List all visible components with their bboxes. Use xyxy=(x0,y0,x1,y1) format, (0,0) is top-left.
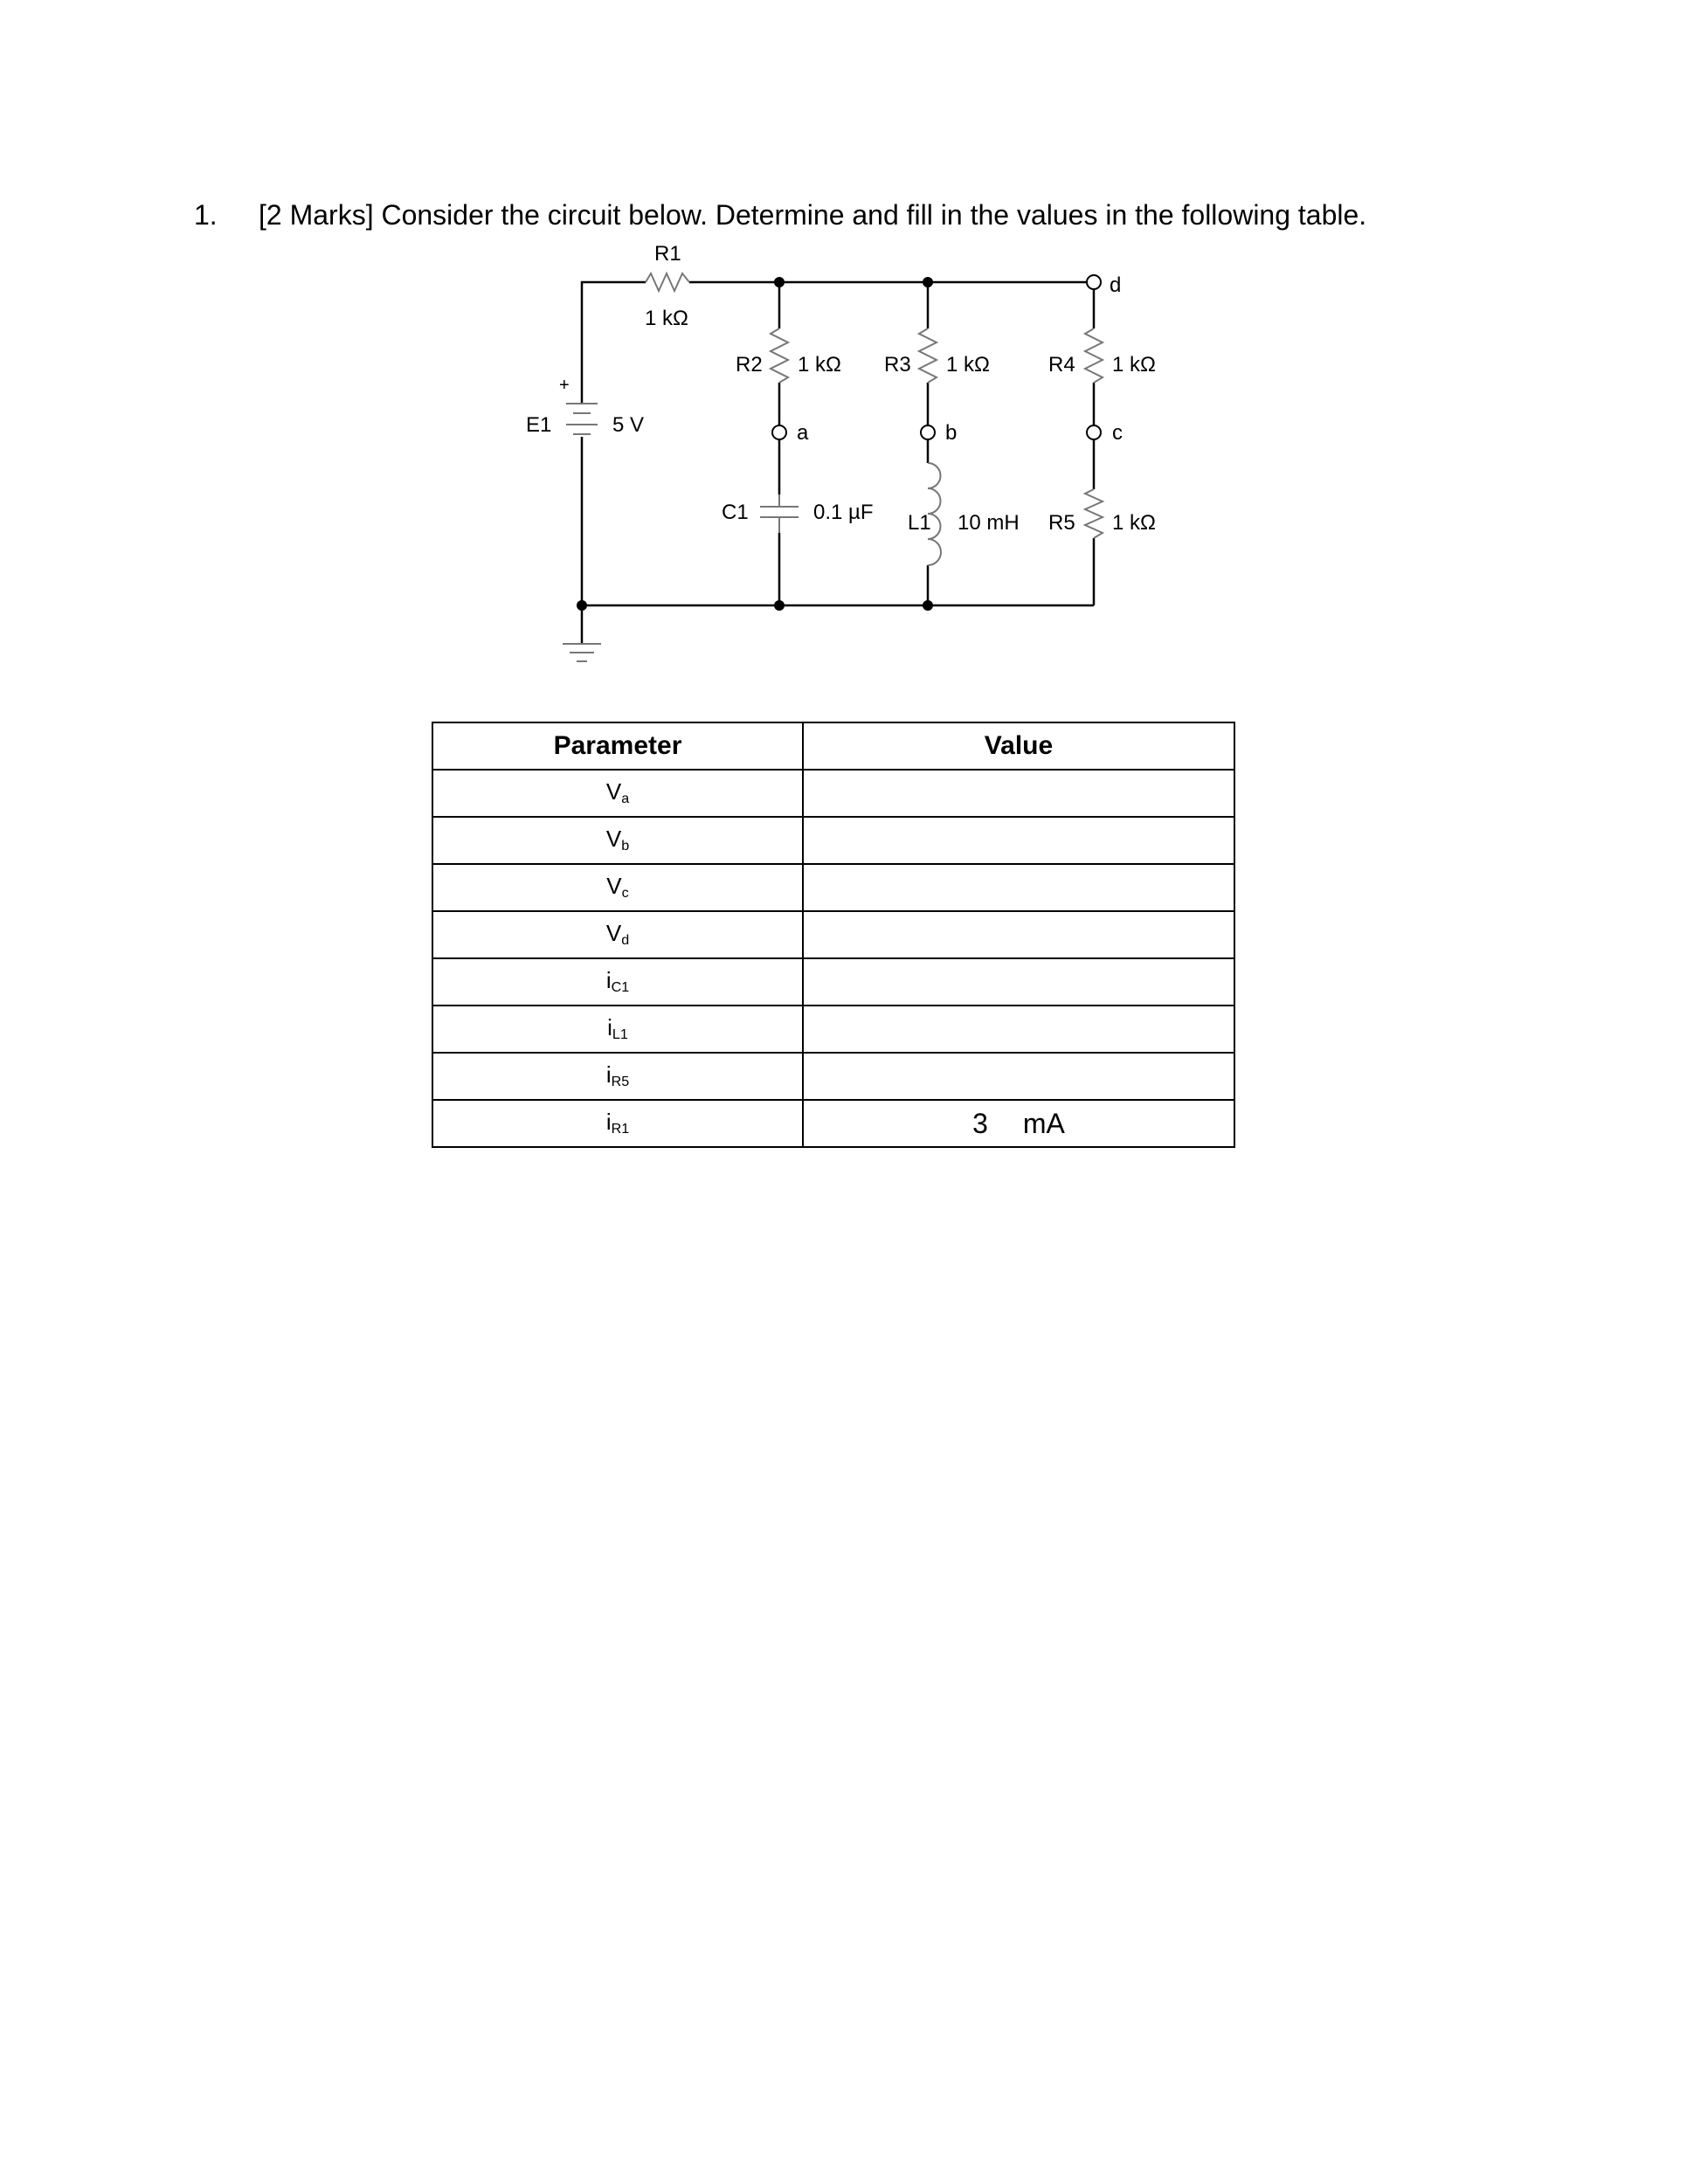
label-r3-name: R3 xyxy=(884,353,911,377)
resistor-r4 xyxy=(1085,328,1103,383)
resistor-r5 xyxy=(1085,489,1103,538)
question-text: [2 Marks] Consider the circuit below. Determine and fill in the values in the following table. xyxy=(259,199,1367,231)
table-header-row xyxy=(432,722,1234,770)
label-r4-name: R4 xyxy=(1048,353,1075,377)
parameter-table xyxy=(432,722,1235,1148)
label-c1-name: C1 xyxy=(722,501,749,524)
label-l1-value: 10 mH xyxy=(958,511,1020,535)
node-terminal-d xyxy=(1087,275,1101,289)
resistor-r2 xyxy=(771,328,788,383)
table-row xyxy=(432,958,1234,1006)
label-r5-value: 1 kΩ xyxy=(1112,511,1156,535)
parameter-cell: $i_{L1}$ xyxy=(432,1006,803,1053)
parameter-cell: $i_{R1}$ xyxy=(432,1100,803,1147)
parameter-cell: $V_c$ xyxy=(432,864,803,911)
label-e1-polarity: + xyxy=(559,376,570,395)
parameter-cell: $i_{C1}$ xyxy=(432,958,803,1006)
label-node-c: c xyxy=(1112,421,1123,445)
question-number: 1. xyxy=(194,199,218,231)
table-row xyxy=(432,1053,1234,1100)
value-cell[interactable] xyxy=(803,911,1234,958)
table-row xyxy=(432,1100,1234,1147)
header-parameter: Parameter xyxy=(432,722,803,770)
value-cell[interactable] xyxy=(803,958,1234,1006)
wire-top-left xyxy=(582,282,646,386)
value-cell[interactable] xyxy=(803,1006,1234,1053)
label-c1-value: 0.1 µF xyxy=(813,501,874,524)
node-terminal-b xyxy=(921,425,935,439)
table-row xyxy=(432,1006,1234,1053)
label-r1-name: R1 xyxy=(654,242,681,266)
table-row xyxy=(432,864,1234,911)
value-cell[interactable] xyxy=(803,864,1234,911)
value-cell[interactable] xyxy=(803,770,1234,817)
label-node-b: b xyxy=(945,421,958,445)
junction-dot xyxy=(923,600,933,611)
label-r1-value: 1 kΩ xyxy=(645,307,688,330)
label-r4-value: 1 kΩ xyxy=(1112,353,1156,377)
value-cell[interactable]: 3 mA xyxy=(803,1100,1234,1147)
battery-e1 xyxy=(566,404,598,434)
label-node-d: d xyxy=(1110,273,1122,297)
parameter-cell: $V_a$ xyxy=(432,770,803,817)
ground-icon xyxy=(563,644,601,661)
label-e1-name: E1 xyxy=(526,413,552,437)
header-value: Value xyxy=(803,722,1234,770)
node-terminal-c xyxy=(1087,425,1101,439)
junction-dot xyxy=(923,277,933,287)
resistor-r1 xyxy=(646,273,689,291)
table-row xyxy=(432,911,1234,958)
value-cell[interactable] xyxy=(803,817,1234,864)
label-l1-name: L1 xyxy=(908,511,931,535)
value-cell[interactable] xyxy=(803,1053,1234,1100)
label-r2-name: R2 xyxy=(736,353,763,377)
table-row xyxy=(432,817,1234,864)
resistor-r3 xyxy=(919,328,937,383)
junction-dot xyxy=(774,277,785,287)
table-row xyxy=(432,770,1234,817)
label-e1-value: 5 V xyxy=(612,413,645,437)
junction-dot xyxy=(774,600,785,611)
label-node-a: a xyxy=(797,421,809,445)
label-r3-value: 1 kΩ xyxy=(946,353,990,377)
capacitor-c1 xyxy=(760,494,799,533)
label-r5-name: R5 xyxy=(1048,511,1075,535)
label-r2-value: 1 kΩ xyxy=(798,353,841,377)
junction-dot xyxy=(577,600,587,611)
node-terminal-a xyxy=(772,425,786,439)
circuit-diagram xyxy=(0,0,1687,699)
parameter-cell: $V_b$ xyxy=(432,817,803,864)
parameter-cell: $i_{R5}$ xyxy=(432,1053,803,1100)
parameter-cell: $V_d$ xyxy=(432,911,803,958)
